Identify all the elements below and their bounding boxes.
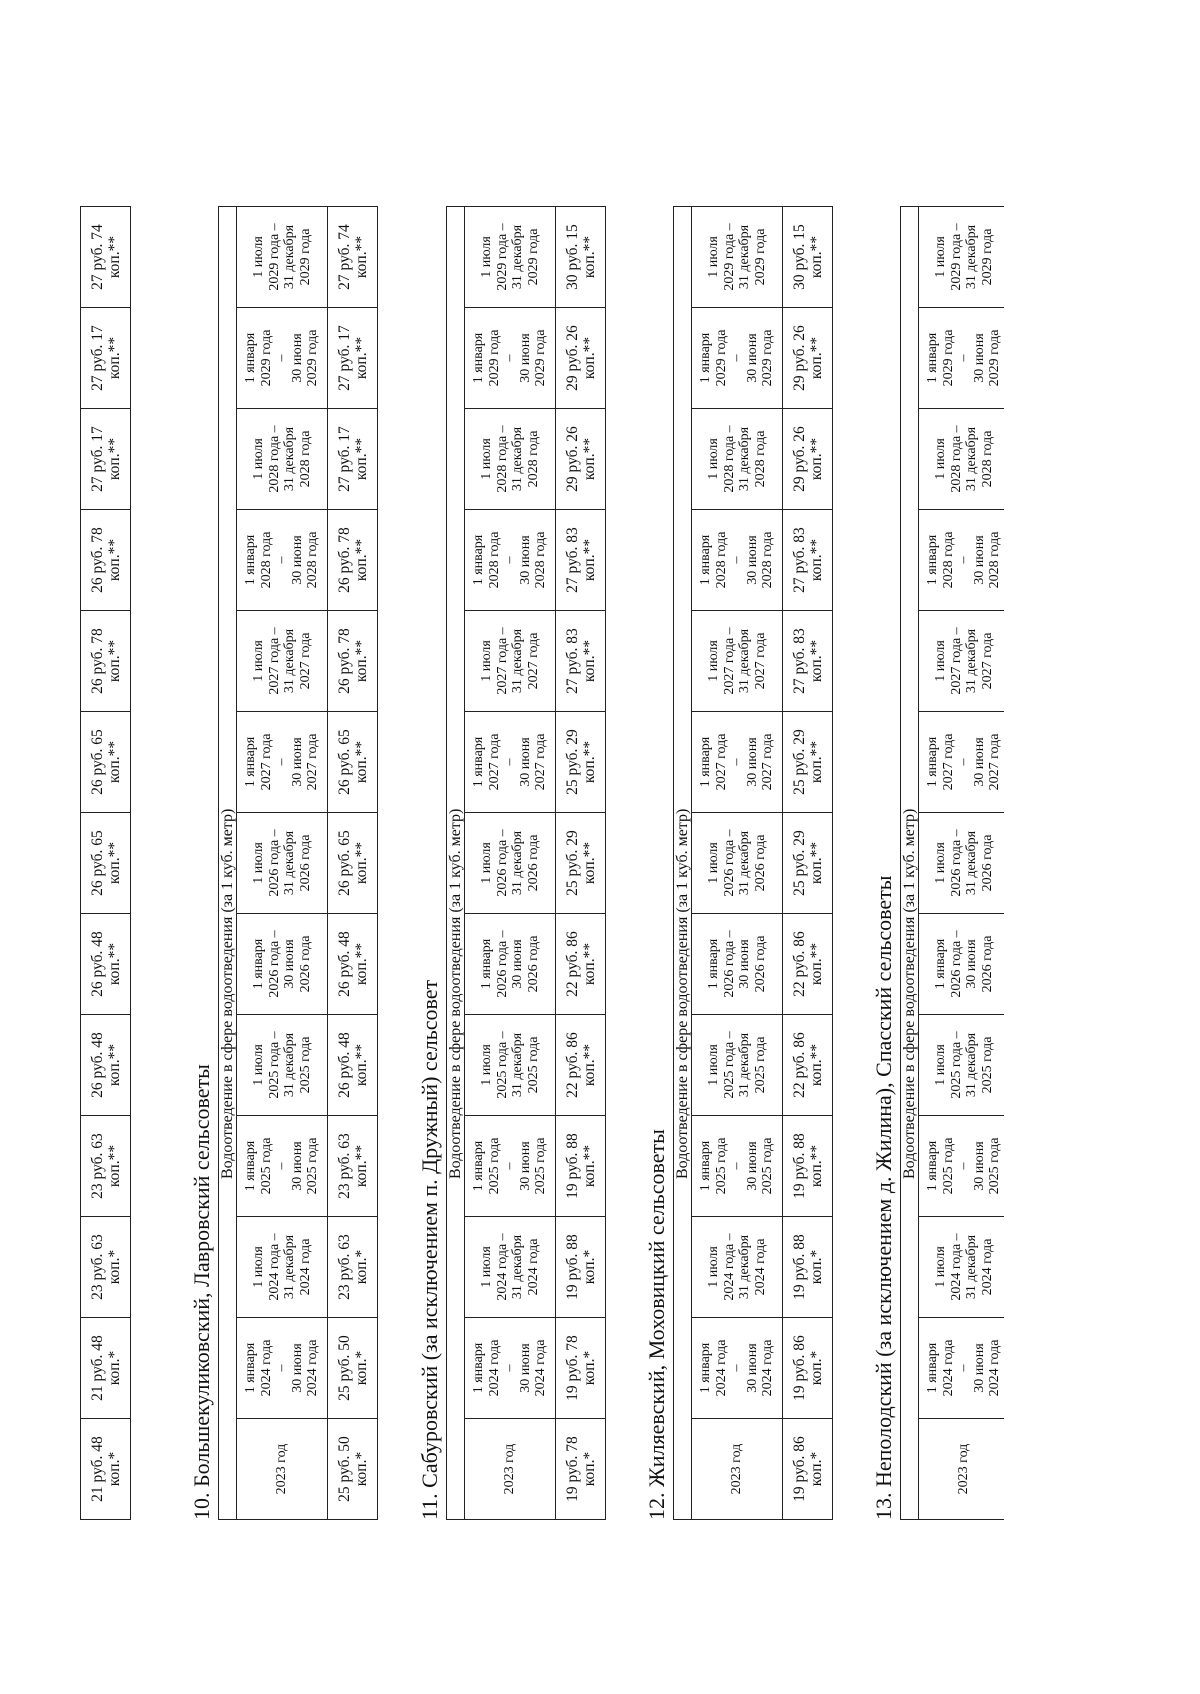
tariff-cell: 22 руб. 86 коп.** — [556, 1015, 606, 1116]
tariff-cell: 29 руб. 26 коп.** — [783, 409, 833, 510]
tariff-cell: 30 руб. 15 коп.** — [783, 207, 833, 308]
tariff-cell: 27 руб. 74 коп.** — [81, 207, 131, 308]
tariff-cell: 26 руб. 48 коп.** — [81, 1015, 131, 1116]
period-cell: 1 июля 2024 года – 31 декабря 2024 года — [465, 1217, 556, 1318]
table-header-row — [447, 207, 465, 1520]
period-cell: 1 января 2029 года – 30 июня 2029 года — [465, 308, 556, 409]
tariff-cell: 26 руб. 78 коп.** — [328, 510, 378, 611]
period-cell: 1 июля 2025 года – 31 декабря 2025 года — [692, 1015, 783, 1116]
period-cell: 1 июля 2026 года – 31 декабря 2026 года — [692, 813, 783, 914]
section-table — [673, 206, 833, 1520]
period-cell: 1 января 2029 года – 30 июня 2029 года — [919, 308, 1005, 409]
period-cell: 2023 год — [465, 1419, 556, 1520]
tariff-cell: 26 руб. 65 коп.** — [81, 712, 131, 813]
table-header: Водоотведение в сфере водоотведения (за 1 куб. метр) — [901, 207, 919, 1520]
section-table — [218, 206, 378, 1520]
period-cell: 1 июля 2025 года – 31 декабря 2025 года — [465, 1015, 556, 1116]
tariff-cell: 26 руб. 65 коп.** — [328, 712, 378, 813]
tariff-cell: 22 руб. 86 коп.** — [783, 1015, 833, 1116]
period-cell: 1 января 2026 года – 30 июня 2026 года — [237, 914, 328, 1015]
section-table — [446, 206, 606, 1520]
tariff-cell: 26 руб. 78 коп.** — [81, 611, 131, 712]
period-cell: 1 января 2028 года – 30 июня 2028 года — [919, 510, 1005, 611]
tariff-cell: 21 руб. 48 коп.* — [81, 1419, 131, 1520]
period-cell: 1 июля 2027 года – 31 декабря 2027 года — [919, 611, 1005, 712]
section-title: 13. Неполодский (за исключением д. Жилина), Спасский сельсоветы — [871, 875, 896, 1520]
table-row — [81, 207, 131, 1520]
table-row — [783, 207, 833, 1520]
period-cell: 1 января 2024 года – 30 июня 2024 года — [237, 1318, 328, 1419]
period-cell: 1 июля 2027 года – 31 декабря 2027 года — [465, 611, 556, 712]
tariff-cell: 23 руб. 63 коп.** — [81, 1116, 131, 1217]
period-cell: 1 июля 2026 года – 31 декабря 2026 года — [919, 813, 1005, 914]
tariff-cell: 27 руб. 83 коп.** — [783, 510, 833, 611]
period-cell: 1 июля 2024 года – 31 декабря 2024 года — [919, 1217, 1005, 1318]
tariff-cell: 27 руб. 17 коп.** — [328, 308, 378, 409]
period-cell: 1 июля 2029 года – 31 декабря 2029 года — [237, 207, 328, 308]
period-cell: 1 июля 2025 года – 31 декабря 2025 года — [919, 1015, 1005, 1116]
period-cell: 1 января 2025 года – 30 июня 2025 года — [919, 1116, 1005, 1217]
period-cell: 1 июля 2028 года – 31 декабря 2028 года — [237, 409, 328, 510]
period-cell: 2023 год — [692, 1419, 783, 1520]
tariff-cell: 19 руб. 78 коп.* — [556, 1419, 606, 1520]
tariff-cell: 19 руб. 88 коп.** — [783, 1116, 833, 1217]
period-cell: 1 июля 2028 года – 31 декабря 2028 года — [465, 409, 556, 510]
tariff-cell: 23 руб. 63 коп.* — [328, 1217, 378, 1318]
section-title: 12. Жиляевский, Моховицкий сельсоветы — [644, 1129, 669, 1520]
tariff-cell: 26 руб. 65 коп.** — [81, 813, 131, 914]
tariff-cell: 22 руб. 86 коп.** — [783, 914, 833, 1015]
tariff-cell: 27 руб. 83 коп.** — [556, 611, 606, 712]
period-cell: 1 января 2026 года – 30 июня 2026 года — [465, 914, 556, 1015]
period-cell: 1 июля 2027 года – 31 декабря 2027 года — [237, 611, 328, 712]
period-cell: 1 января 2025 года – 30 июня 2025 года — [465, 1116, 556, 1217]
tariff-cell: 26 руб. 78 коп.** — [328, 611, 378, 712]
tariff-cell: 23 руб. 63 коп.* — [81, 1217, 131, 1318]
period-cell: 1 июля 2026 года – 31 декабря 2026 года — [465, 813, 556, 914]
tariff-cell: 19 руб. 86 коп.* — [783, 1419, 833, 1520]
period-cell: 1 января 2029 года – 30 июня 2029 года — [237, 308, 328, 409]
period-cell: 1 января 2024 года – 30 июня 2024 года — [465, 1318, 556, 1419]
section-title: 10. Большекуликовский, Лавровский сельсоветы — [189, 1064, 214, 1520]
tariff-cell: 21 руб. 48 коп.* — [81, 1318, 131, 1419]
period-cell: 1 января 2025 года – 30 июня 2025 года — [692, 1116, 783, 1217]
table-header: Водоотведение в сфере водоотведения (за 1 куб. метр) — [674, 207, 692, 1520]
tariff-cell: 27 руб. 17 коп.** — [81, 409, 131, 510]
table-header: Водоотведение в сфере водоотведения (за 1 куб. метр) — [219, 207, 237, 1520]
period-cell: 1 января 2028 года – 30 июня 2028 года — [237, 510, 328, 611]
period-cell: 1 января 2027 года – 30 июня 2027 года — [692, 712, 783, 813]
table-row — [692, 207, 783, 1520]
tariff-cell: 25 руб. 29 коп.** — [556, 813, 606, 914]
table-header-row — [901, 207, 919, 1520]
period-cell: 1 января 2026 года – 30 июня 2026 года — [919, 914, 1005, 1015]
period-cell: 1 января 2024 года – 30 июня 2024 года — [692, 1318, 783, 1419]
section-title: 11. Сабуровский (за исключением п. Дружный) сельсовет — [417, 979, 442, 1520]
tariff-cell: 27 руб. 74 коп.** — [328, 207, 378, 308]
tariff-cell: 27 руб. 83 коп.** — [783, 611, 833, 712]
period-cell: 1 января 2024 года – 30 июня 2024 года — [919, 1318, 1005, 1419]
tariff-cell: 19 руб. 88 коп.* — [556, 1217, 606, 1318]
period-cell: 1 июля 2027 года – 31 декабря 2027 года — [692, 611, 783, 712]
tariff-cell: 26 руб. 48 коп.** — [328, 1015, 378, 1116]
tariff-cell: 23 руб. 63 коп.** — [328, 1116, 378, 1217]
period-cell: 1 июля 2029 года – 31 декабря 2029 года — [465, 207, 556, 308]
table-row — [465, 207, 556, 1520]
period-cell: 1 января 2025 года – 30 июня 2025 года — [237, 1116, 328, 1217]
period-cell: 1 января 2026 года – 30 июня 2026 года — [692, 914, 783, 1015]
period-cell: 1 января 2027 года – 30 июня 2027 года — [465, 712, 556, 813]
period-cell: 1 июля 2029 года – 31 декабря 2029 года — [692, 207, 783, 308]
section-table — [900, 206, 1004, 1520]
table-row — [919, 207, 1005, 1520]
table-header-row — [674, 207, 692, 1520]
tariff-cell: 19 руб. 78 коп.* — [556, 1318, 606, 1419]
tariff-cell: 27 руб. 17 коп.** — [81, 308, 131, 409]
period-cell: 1 июля 2028 года – 31 декабря 2028 года — [919, 409, 1005, 510]
period-cell: 1 июля 2025 года – 31 декабря 2025 года — [237, 1015, 328, 1116]
tariff-cell: 26 руб. 65 коп.** — [328, 813, 378, 914]
period-cell: 2023 год — [919, 1419, 1005, 1520]
tariff-cell: 26 руб. 48 коп.** — [81, 914, 131, 1015]
table-header-row — [219, 207, 237, 1520]
period-cell: 1 января 2027 года – 30 июня 2027 года — [919, 712, 1005, 813]
tariff-cell: 29 руб. 26 коп.** — [556, 308, 606, 409]
tariff-cell: 22 руб. 86 коп.** — [556, 914, 606, 1015]
period-cell: 2023 год — [237, 1419, 328, 1520]
period-cell: 1 января 2029 года – 30 июня 2029 года — [692, 308, 783, 409]
tariff-cell: 25 руб. 29 коп.** — [783, 712, 833, 813]
table-row — [328, 207, 378, 1520]
period-cell: 1 июля 2026 года – 31 декабря 2026 года — [237, 813, 328, 914]
tariff-cell: 29 руб. 26 коп.** — [783, 308, 833, 409]
table-header: Водоотведение в сфере водоотведения (за 1 куб. метр) — [447, 207, 465, 1520]
tariff-cell: 26 руб. 48 коп.** — [328, 914, 378, 1015]
table-row — [556, 207, 606, 1520]
tariff-cell: 30 руб. 15 коп.** — [556, 207, 606, 308]
period-cell: 1 июля 2024 года – 31 декабря 2024 года — [237, 1217, 328, 1318]
period-cell: 1 января 2027 года – 30 июня 2027 года — [237, 712, 328, 813]
period-cell: 1 июля 2024 года – 31 декабря 2024 года — [692, 1217, 783, 1318]
period-cell: 1 января 2028 года – 30 июня 2028 года — [465, 510, 556, 611]
tariff-cell: 19 руб. 88 коп.* — [783, 1217, 833, 1318]
table-row — [237, 207, 328, 1520]
tariff-cell: 29 руб. 26 коп.** — [556, 409, 606, 510]
tariff-cell: 27 руб. 83 коп.** — [556, 510, 606, 611]
top-continuation-table — [80, 206, 131, 1520]
tariff-cell: 26 руб. 78 коп.** — [81, 510, 131, 611]
tariff-cell: 25 руб. 50 коп.* — [328, 1419, 378, 1520]
tariff-cell: 25 руб. 50 коп.* — [328, 1318, 378, 1419]
tariff-cell: 19 руб. 86 коп.* — [783, 1318, 833, 1419]
period-cell: 1 июля 2029 года – 31 декабря 2029 года — [919, 207, 1005, 308]
tariff-cell: 27 руб. 17 коп.** — [328, 409, 378, 510]
tariff-cell: 19 руб. 88 коп.** — [556, 1116, 606, 1217]
period-cell: 1 января 2028 года – 30 июня 2028 года — [692, 510, 783, 611]
period-cell: 1 июля 2028 года – 31 декабря 2028 года — [692, 409, 783, 510]
tariff-cell: 25 руб. 29 коп.** — [556, 712, 606, 813]
tariff-cell: 25 руб. 29 коп.** — [783, 813, 833, 914]
